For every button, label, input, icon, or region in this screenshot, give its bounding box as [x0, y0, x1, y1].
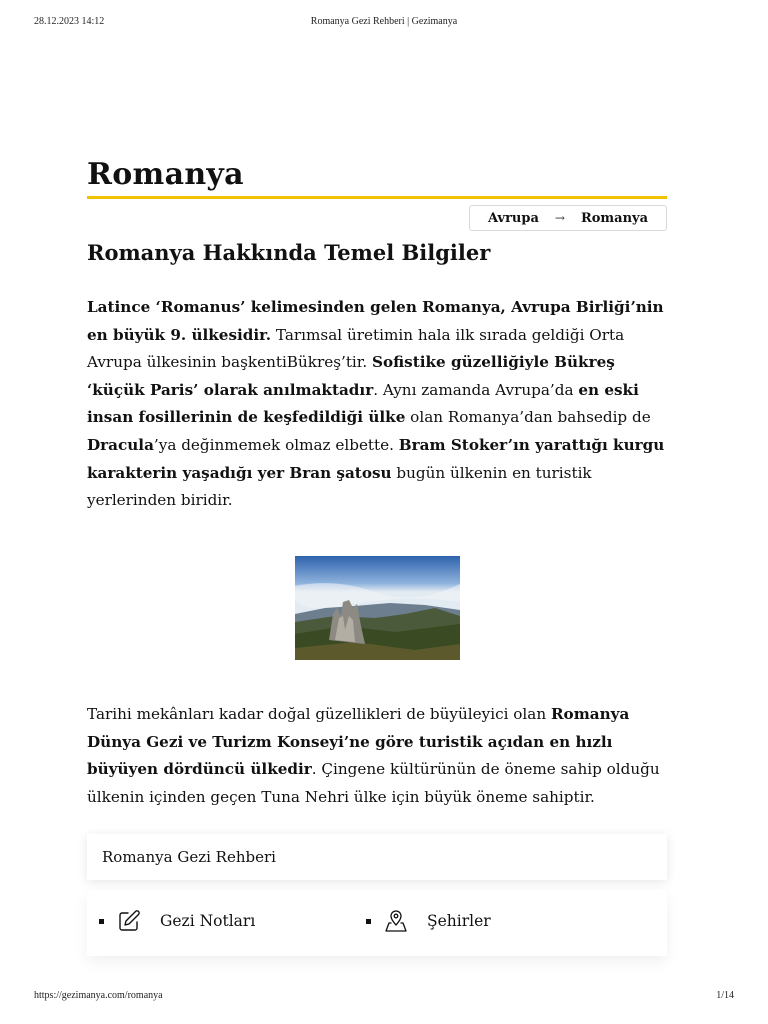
intro-paragraph — [87, 294, 667, 515]
bullet — [99, 919, 104, 924]
guide-box-header — [87, 834, 667, 880]
text-bold: Bram Stoker’ın yarattığı kurgu karakterin yaşadığı yer Bran şatosu — [87, 435, 665, 482]
breadcrumb-item-romanya[interactable]: Romanya — [580, 210, 649, 226]
text: . Aynı zamanda Avrupa’da — [373, 380, 579, 399]
breadcrumb-item-avrupa[interactable]: Avrupa — [487, 210, 539, 226]
breadcrumb — [469, 205, 667, 231]
landscape-photo — [295, 556, 460, 660]
print-header — [34, 16, 734, 30]
text: ’ya değinmemek olmaz elbette. — [153, 435, 399, 454]
text: bugün ülkenin en turistik yerlerinden biridir. — [87, 463, 592, 510]
guide-item-label: Gezi Notları — [160, 912, 256, 930]
text-bold: Sofistike güzelliğiyle Bükreş ‘küçük Paris’ olarak anılmaktadır — [87, 353, 615, 399]
article — [87, 155, 667, 930]
text: Tarımsal üretimin hala ilk sırada geldiği Orta Avrupa ülkesinin başkentiBükreş’tir. — [87, 325, 625, 372]
guide-item-sehirler[interactable] — [366, 908, 491, 934]
text-bold: Romanya Dünya Gezi ve Turizm Konseyi’ne göre turistik açıdan en hızlı büyüyen dördüncü ülkedir — [87, 705, 630, 779]
print-page-number: 1/14 — [716, 990, 734, 1001]
guide-box-title: Romanya Gezi Rehberi — [102, 848, 276, 866]
print-page-title: Romanya Gezi Rehberi | Gezimanya — [310, 16, 458, 27]
guide-item-label: Şehirler — [427, 912, 491, 930]
text: . Çingene kültürünün de öneme sahip olduğu ülkenin içinden geçen Tuna Nehri ülke için büyük öneme sahiptir. — [87, 760, 660, 806]
text: Tarihi mekânları kadar doğal güzellikleri de büyüleyici olan — [87, 705, 551, 723]
print-datetime: 28.12.2023 14:12 — [34, 16, 105, 27]
print-url: https://gezimanya.com/romanya — [34, 990, 163, 1001]
guide-box-list — [87, 890, 667, 956]
section-heading: Romanya Hakkında Temel Bilgiler — [87, 240, 491, 265]
print-footer — [34, 990, 734, 1004]
second-paragraph — [87, 701, 667, 811]
text-bold: en eski insan fosillerinin de keşfedildiği ülke — [87, 380, 639, 427]
map-pin-icon — [383, 908, 409, 934]
text-bold: Dracula — [87, 435, 154, 454]
page-title: Romanya — [87, 155, 667, 199]
text: olan Romanya’dan bahsedip de — [405, 408, 651, 427]
arrow-right-icon: → — [554, 211, 565, 225]
pencil-edit-icon — [116, 908, 142, 934]
bullet — [366, 919, 371, 924]
text-bold: Latince ‘Romanus’ kelimesinden gelen Romanya, Avrupa Birliği’nin en büyük 9. ülkesidir. — [87, 298, 664, 344]
guide-item-gezi-notlari[interactable] — [99, 908, 255, 934]
